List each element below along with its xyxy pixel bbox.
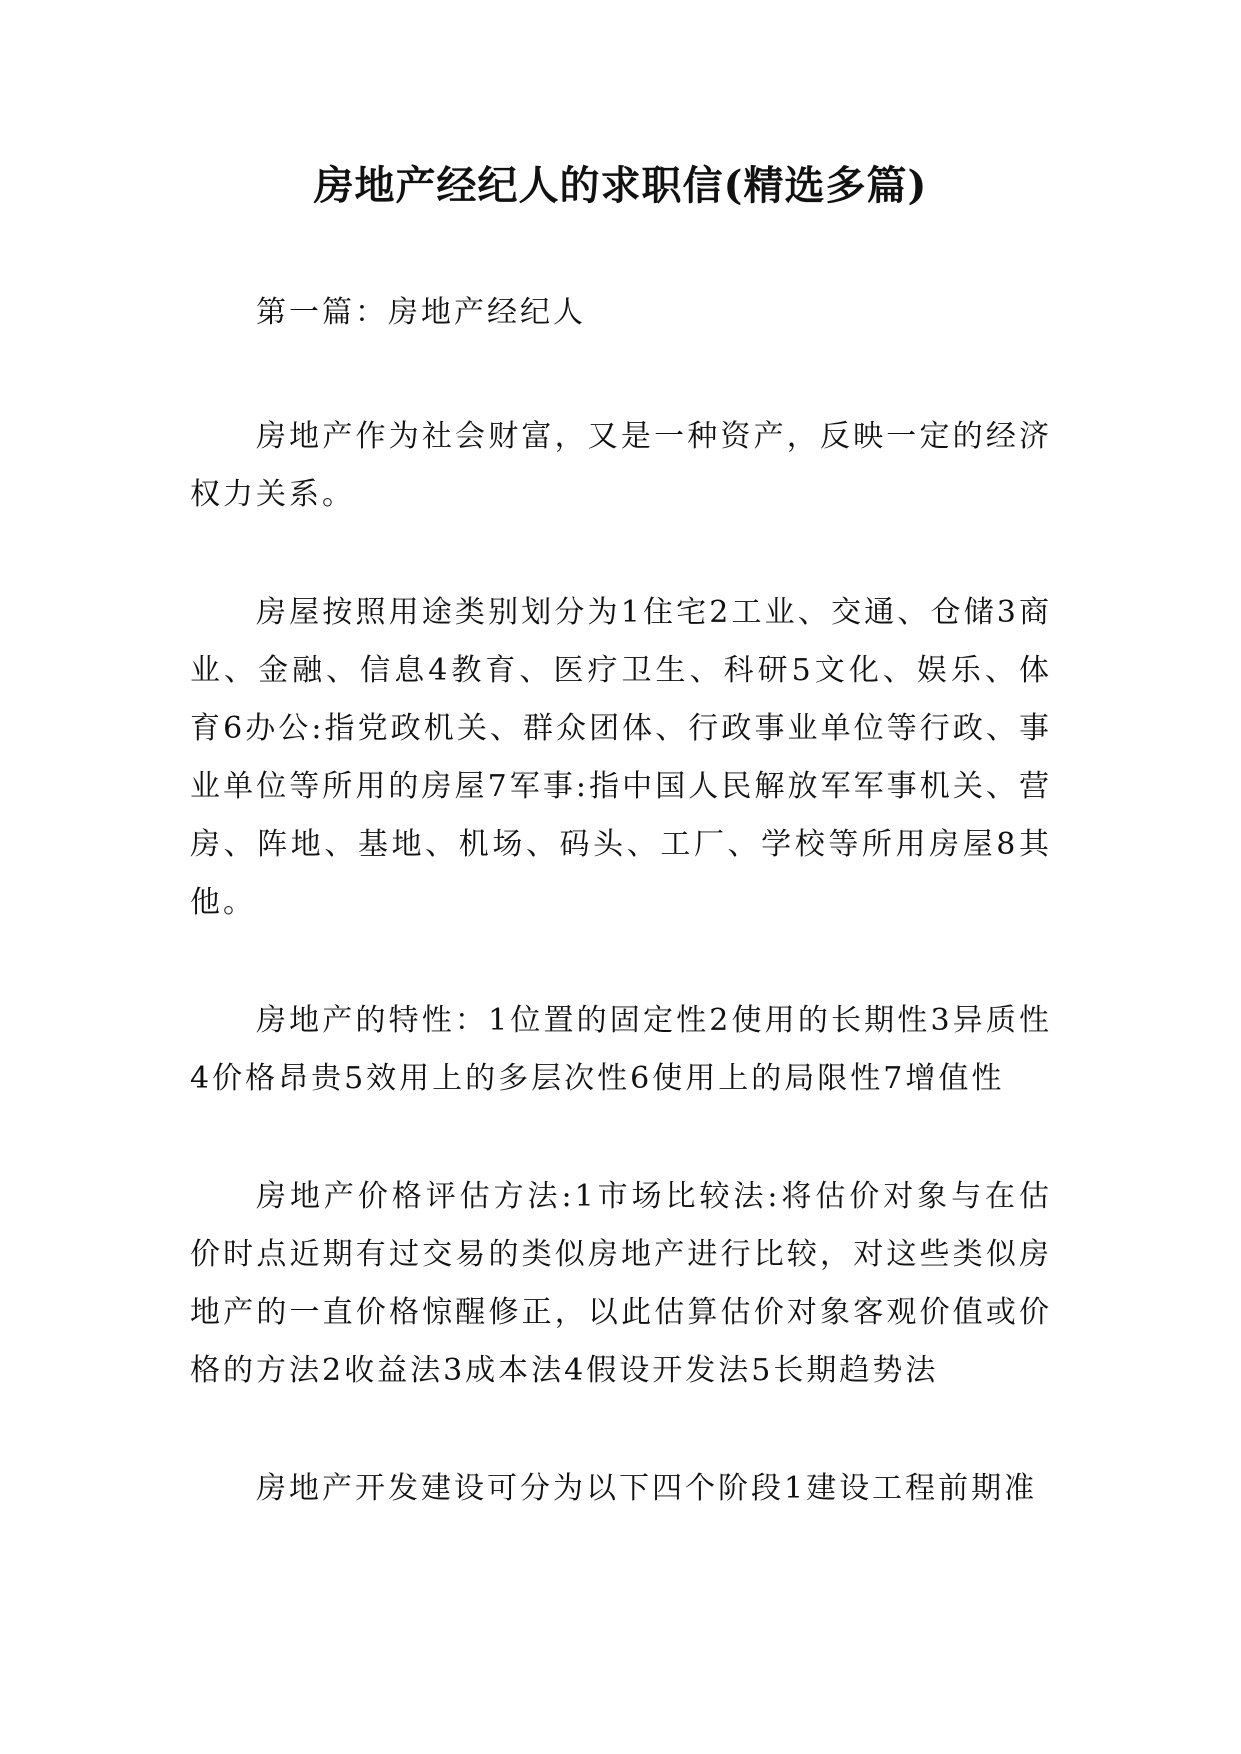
paragraph-4: 房地产价格评估方法:1市场比较法:将估价对象与在估价时点近期有过交易的类似房地产进行比较，对这些类似房地产的一直价格惊醒修正，以此估算估价对象客观价值或价格的方法2收益法3成本法4假设开发法5长期趋势法	[190, 1179, 1052, 1388]
paragraph-3: 房地产的特性：1位置的固定性2使用的长期性3异质性4价格昂贵5效用上的多层次性6使用上的局限性7增值性	[190, 1003, 1052, 1096]
section-heading: 第一篇：房地产经纪人	[256, 295, 586, 330]
document-body	[190, 284, 1052, 1578]
paragraph-2: 房屋按照用途类别划分为1住宅2工业、交通、仓储3商业、金融、信息4教育、医疗卫生、科研5文化、娱乐、体育6办公:指党政机关、群众团体、行政事业单位等行政、事业单位等所用的房屋7军事:指中国人民解放军军事机关、营房、阵地、基地、机场、码头、工厂、学校等所用房屋8其他。	[190, 595, 1052, 920]
document-title: 房地产经纪人的求职信(精选多篇)	[313, 162, 928, 209]
paragraph-1: 房地产作为社会财富，又是一种资产，反映一定的经济权力关系。	[190, 419, 1052, 512]
paragraph-5: 房地产开发建设可分为以下四个阶段1建设工程前期准	[256, 1471, 1038, 1506]
